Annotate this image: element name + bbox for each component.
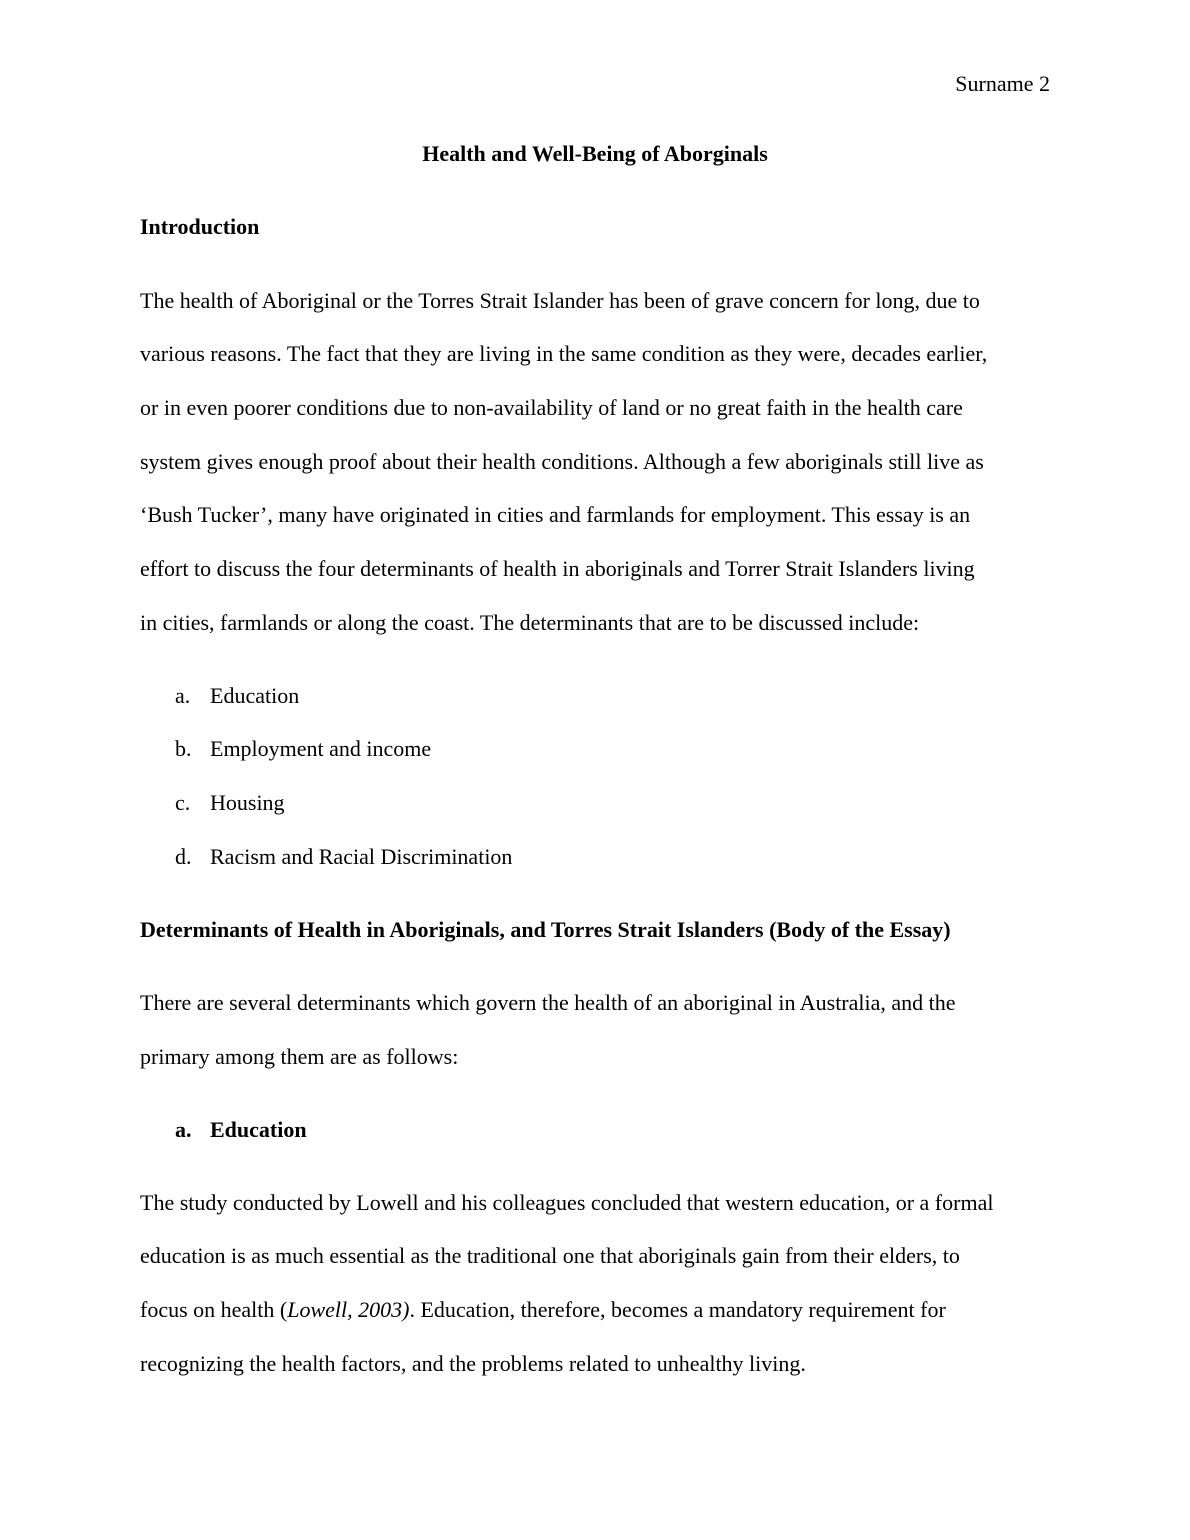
education-line-3 [140,1296,946,1324]
list-item [175,789,285,817]
list-item-text: Racism and Racial Discrimination [210,844,513,869]
citation-before: focus on health ( [140,1297,288,1322]
intro-line-5: ‘Bush Tucker’, many have originated in cities and farmlands for employment. This essay is an [140,502,971,527]
list-item-text: Education [210,683,300,708]
subheading-education [175,1116,307,1144]
intro-line-2: various reasons. The fact that they are living in the same condition as they were, decades earlier, [140,341,988,366]
intro-line-1: The health of Aboriginal or the Torres Strait Islander has been of grave concern for long, due to [140,288,980,313]
subheading-text: Education [210,1117,307,1142]
intro-line-6: effort to discuss the four determinants of health in aboriginals and Torrer Strait Islanders living [140,556,975,581]
section-heading-determinants: Determinants of Health in Aboriginals, and Torres Strait Islanders (Body of the Essay) [140,917,951,942]
list-marker: c. [175,790,191,815]
running-head: Surname 2 [955,71,1050,96]
list-item-text: Housing [210,790,285,815]
education-line-2: education is as much essential as the traditional one that aboriginals gain from their elders, to [140,1243,960,1268]
intro-line-4: system gives enough proof about their health conditions. Although a few aboriginals still live as [140,449,984,474]
citation: Lowell, 2003) [287,1297,410,1322]
list-item [175,735,431,763]
list-item [175,843,512,871]
intro-line-3: or in even poorer conditions due to non-availability of land or no great faith in the health care [140,395,963,420]
list-marker: a. [175,683,191,708]
education-line-4: recognizing the health factors, and the problems related to unhealthy living. [140,1351,806,1376]
section-heading-introduction: Introduction [140,214,260,239]
education-line-1: The study conducted by Lowell and his colleagues concluded that western education, or a formal [140,1190,994,1215]
citation-after: . Education, therefore, becomes a mandatory requirement for [409,1297,946,1322]
list-item [175,682,299,710]
document-title: Health and Well-Being of Aborginals [422,141,768,166]
body-line-2: primary among them are as follows: [140,1044,459,1069]
list-marker: d. [175,844,192,869]
intro-line-7: in cities, farmlands or along the coast. The determinants that are to be discussed include: [140,610,920,635]
list-item-text: Employment and income [210,736,432,761]
body-line-1: There are several determinants which govern the health of an aboriginal in Australia, and the [140,990,956,1015]
list-marker: b. [175,736,192,761]
subheading-marker: a. [175,1117,192,1142]
